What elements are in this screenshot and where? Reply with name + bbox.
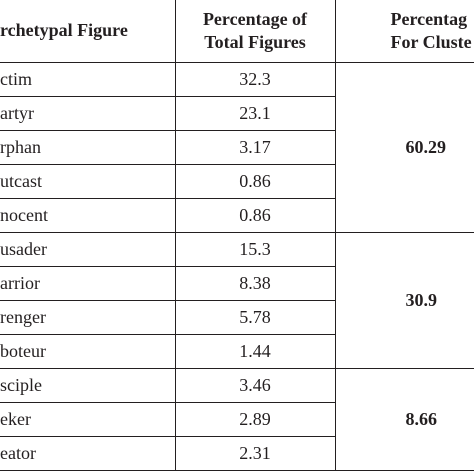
header-figure (0, 0, 175, 62)
percent-cell: 0.86 (175, 198, 335, 232)
header-percent-total-line2: Total Figures (204, 31, 306, 52)
figure-cell: rphan (0, 130, 175, 164)
figure-cell: renger (0, 300, 175, 334)
percent-cell: 8.38 (175, 266, 335, 300)
percent-cell: 0.86 (175, 164, 335, 198)
percent-cell: 3.46 (175, 368, 335, 402)
header-figure-label: rchetypal Figure (0, 20, 128, 41)
percent-cell: 32.3 (175, 62, 335, 96)
figure-cell: eker (0, 402, 175, 436)
figure-cell: artyr (0, 96, 175, 130)
cluster-total-cell: 30.9 (335, 232, 474, 368)
header-percent-cluster-line2: For Cluste (390, 31, 472, 52)
header-percent-cluster-line1: Percentag (390, 8, 468, 29)
percent-cell: 2.31 (175, 436, 335, 470)
header-percent-total (175, 0, 335, 62)
header-row (0, 0, 474, 62)
figure-cell: sciple (0, 368, 175, 402)
figure-cell: ctim (0, 62, 175, 96)
figure-cell: eator (0, 436, 175, 470)
cluster-total-cell: 60.29 (335, 62, 474, 232)
figure-cell: nocent (0, 198, 175, 232)
header-percent-total-line1: Percentage of (202, 8, 308, 29)
cluster-total-cell: 8.66 (335, 368, 474, 470)
figure-cell: usader (0, 232, 175, 266)
figure-cell: arrior (0, 266, 175, 300)
header-percent-cluster (335, 0, 474, 62)
percent-cell: 5.78 (175, 300, 335, 334)
table-row (0, 62, 474, 96)
figure-cell: utcast (0, 164, 175, 198)
table-row (0, 368, 474, 402)
figure-cell: boteur (0, 334, 175, 368)
percent-cell: 23.1 (175, 96, 335, 130)
percent-cell: 15.3 (175, 232, 335, 266)
percent-cell: 2.89 (175, 402, 335, 436)
percent-cell: 1.44 (175, 334, 335, 368)
percent-cell: 3.17 (175, 130, 335, 164)
table-row (0, 232, 474, 266)
